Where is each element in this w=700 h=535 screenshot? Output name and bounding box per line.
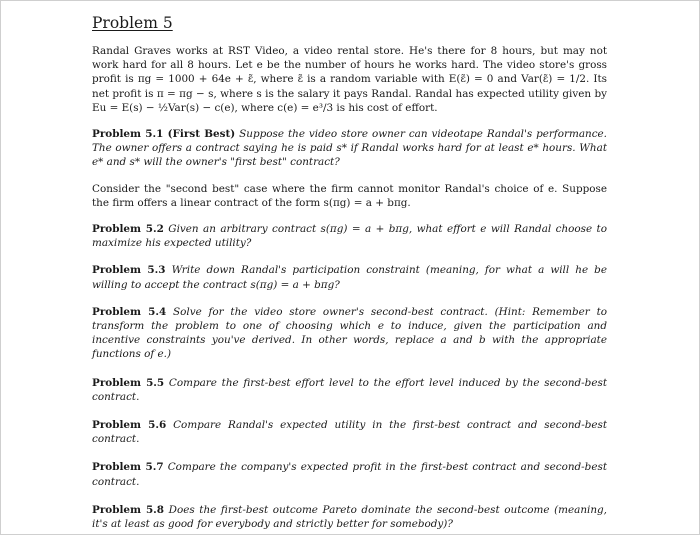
problem-label: Problem 5.8	[92, 503, 165, 516]
intro-paragraph: Randal Graves works at RST Video, a video rental store. He's there for 8 hours, but may not work hard for all 8 hours. Let e be the number of hours he works hard. The video store's gross profit is πg = 1000 + 64e + ε̃, where ε̃ is a random variable with E(ε̃) = 0 and Var(ε̃) = 1/2. Its net profit is π = πg − s, where s is the salary it pays Randal. Randal has expected utility given by Eu = E(s) − ½Var(s) − c(e), where c(e) = e³/3 is his cost of effort.	[92, 45, 607, 114]
problem-5-3	[92, 263, 607, 291]
problem-label: Problem 5.4	[92, 305, 167, 318]
document-page	[92, 14, 607, 531]
problem-5-7	[92, 460, 607, 488]
problem-5-6	[92, 418, 607, 446]
problem-text: Compare the first-best effort level to the effort level induced by the second-best contract.	[92, 376, 607, 403]
problem-text: Solve for the video store owner's second-best contract. (Hint: Remember to transform the problem to one of choosing which e to induce, given the participation and incentive constraints you've derived. In other words, replace a and b with the appropriate functions of e.)	[92, 305, 608, 361]
problem-label: Problem 5.7	[92, 461, 164, 474]
problem-5-8	[92, 503, 607, 531]
problem-title: Problem 5	[92, 14, 173, 32]
problem-text: Compare Randal's expected utility in the first-best contract and second-best contract.	[92, 419, 608, 446]
problem-text: Write down Randal's participation constraint (meaning, for what a will he be willing to accept the contract s(πg) = a + bπg?	[92, 264, 607, 291]
problem-5-4	[92, 305, 607, 362]
problem-label: Problem 5.6	[92, 419, 167, 432]
second-best-intro: Consider the "second best" case where the firm cannot monitor Randal's choice of e. Suppose the firm offers a linear contract of the form s(πg) = a + bπg.	[92, 182, 607, 209]
problem-text: Compare the company's expected profit in the first-best contract and second-best contract.	[92, 461, 607, 488]
problem-5-1	[92, 127, 607, 170]
problem-text: Given an arbitrary contract s(πg) = a + bπg, what effort e will Randal choose to maximize his expected utility?	[92, 223, 607, 250]
problem-label: Problem 5.3	[92, 264, 166, 277]
problem-text: Does the first-best outcome Pareto dominate the second-best outcome (meaning, it's at least as good for everybody and strictly better for somebody)?	[92, 503, 607, 531]
problem-label: Problem 5.1 (First Best)	[92, 128, 236, 141]
problem-text: Suppose the video store owner can videotape Randal's performance. The owner offers a contract saying he is paid s* if Randal works hard for at least e* hours. What e* and s* will the owner's "first best" contract?	[92, 128, 607, 169]
problem-label: Problem 5.2	[92, 223, 164, 236]
problem-5-2	[92, 222, 607, 250]
problem-label: Problem 5.5	[92, 376, 165, 389]
problem-5-5	[92, 376, 607, 404]
